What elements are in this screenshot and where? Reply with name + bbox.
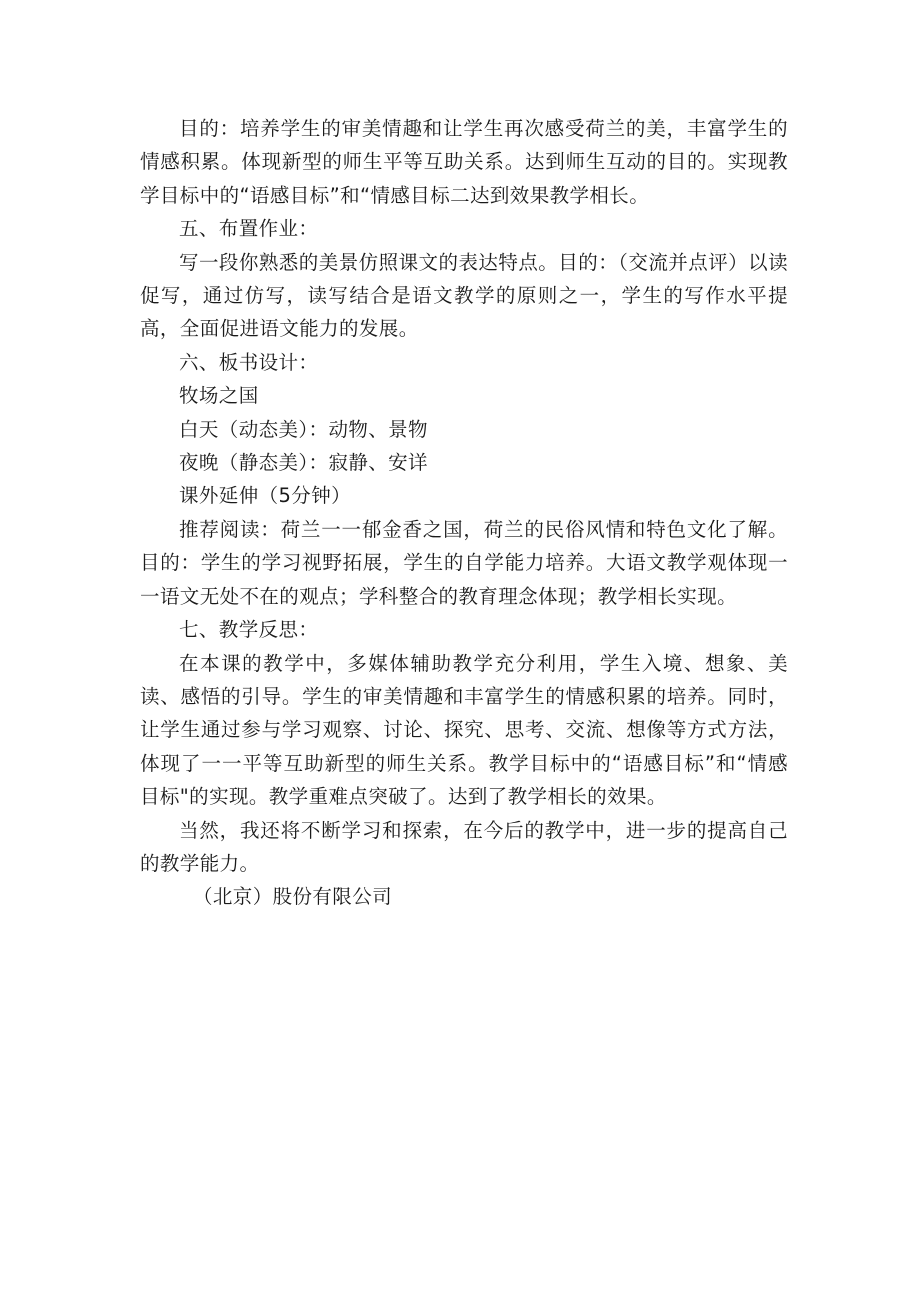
paragraph-recommended-reading: 推荐阅读：荷兰一一郁金香之国，荷兰的民俗风情和特色文化了解。目的：学生的学习视野拓展，学生的自学能力培养。大语文教学观体现一一语文无处不在的观点；学科整合的教育理念体现；教学相长实现。 (140, 517, 788, 608)
company-signature: （北京）股份有限公司 (193, 885, 393, 909)
document-page (140, 112, 788, 914)
heading-homework: 五、布置作业： (179, 217, 319, 241)
heading-blackboard-design: 六、板书设计： (179, 350, 319, 374)
blackboard-night: 夜晚（静态美）：寂静、安详 (179, 451, 428, 475)
paragraph-reflection: 在本课的教学中，多媒体辅助教学充分利用，学生入境、想象、美读、感悟的引导。学生的审美情趣和丰富学生的情感积累的培养。同时，让学生通过参与学习观察、讨论、探究、思考、交流、想像等方式方法，体现了一一平等互助新型的师生关系。教学目标中的“语感目标”和“情感目标"的实现。教学重难点突破了。达到了教学相长的效果。 (140, 651, 788, 809)
extension-heading: 课外延伸（5分钟） (179, 484, 352, 508)
paragraph-purpose-review: 目的：培养学生的审美情趣和让学生再次感受荷兰的美，丰富学生的情感积累。体现新型的师生平等互助关系。达到师生互动的目的。实现教学目标中的“语感目标”和“情感目标二达到效果教学相长。 (140, 117, 788, 207)
paragraph-homework: 写一段你熟悉的美景仿照课文的表达特点。目的：（交流并点评）以读促写，通过仿写，读写结合是语文教学的原则之一，学生的写作水平提高，全面促进语文能力的发展。 (140, 250, 788, 341)
blackboard-daytime: 白天（动态美）：动物、景物 (179, 417, 428, 441)
blackboard-title: 牧场之国 (179, 384, 259, 408)
heading-reflection: 七、教学反思： (179, 618, 319, 642)
paragraph-conclusion: 当然，我还将不断学习和探索，在今后的教学中，进一步的提高自己的教学能力。 (140, 818, 788, 875)
